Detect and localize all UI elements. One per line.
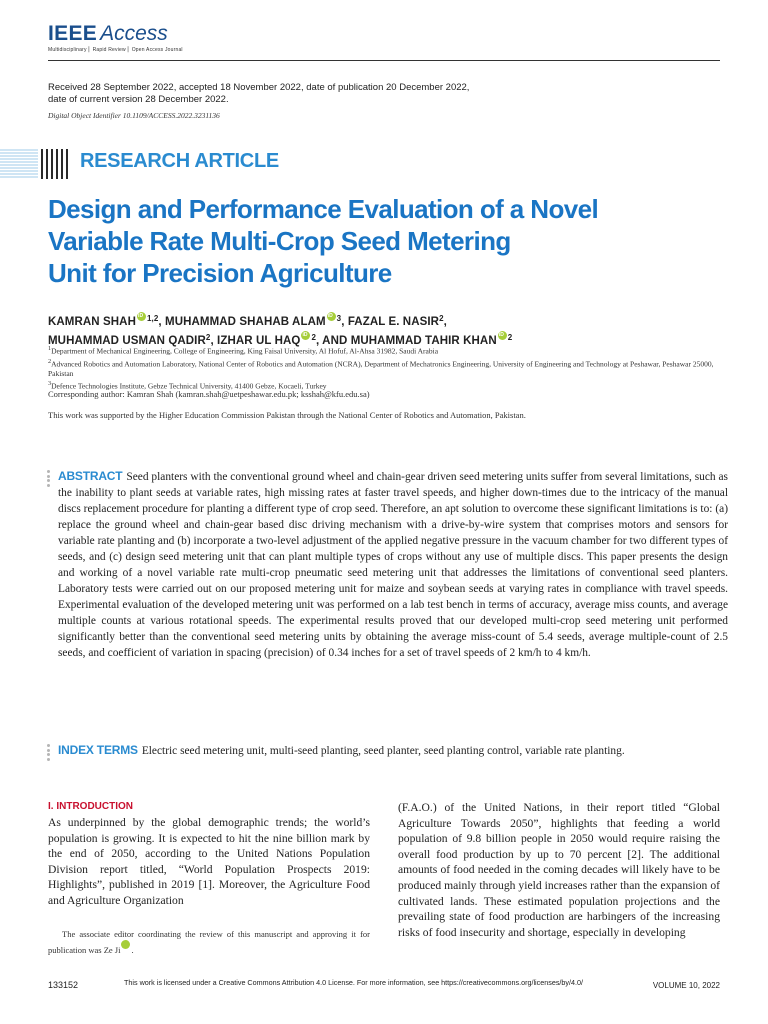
orcid-icon[interactable] <box>121 940 130 949</box>
logo-access: Access <box>100 22 168 45</box>
paper-title <box>48 193 648 289</box>
author-line-1 <box>48 311 708 330</box>
page-number: 133152 <box>48 980 79 990</box>
affiliations <box>48 344 728 391</box>
author-affil-ref: 2 <box>205 333 211 342</box>
index-terms-marker-icon <box>47 744 51 762</box>
body-column-right <box>398 800 720 940</box>
title-line-1: Design and Performance Evaluation of a Novel <box>48 194 599 224</box>
author-name: IZHAR UL HAQ <box>217 335 301 347</box>
orcid-icon[interactable] <box>498 331 507 340</box>
logo-ieee: IEEE <box>48 22 98 45</box>
author-separator: , AND <box>316 335 351 347</box>
affiliation-item: $^3$Defence Technologies Institute, Gebze Technical University, 41400 Gebze, Kocaeli, Turkey <box>48 379 327 391</box>
journal-tagline: Multidisciplinary ⎢ Rapid Review ⎢ Open Access Journal <box>48 47 183 53</box>
author-name: MUHAMMAD TAHIR KHAN <box>350 335 497 347</box>
orcid-icon[interactable] <box>327 312 336 321</box>
page-footer <box>48 978 720 994</box>
author-name: KAMRAN SHAH <box>48 316 136 328</box>
banner-stripes-icon <box>0 147 70 181</box>
body-column-left <box>48 800 370 909</box>
author-name: MUHAMMAD USMAN QADIR <box>48 335 206 347</box>
title-line-2: Variable Rate Multi-Crop Seed Metering <box>48 226 511 256</box>
affiliation-item: $^1$Department of Mechanical Engineering, College of Engineering, King Faisal University, Al Hofuf, Al-Ahsa 31982, Saudi Arabia <box>48 345 439 356</box>
affiliation-item: $^2$Advanced Robotics and Automation Laboratory, National Center of Robotics and Automation (NCRA), Department of Mechatronics Engineering, University of Engineering and Technology at Peshawar, Peshawar 25000, Pakistan <box>48 357 714 378</box>
orcid-icon[interactable] <box>301 331 310 340</box>
author-name: FAZAL E. NASIR <box>347 316 440 328</box>
abstract-marker-icon <box>47 470 51 488</box>
index-terms-text: Electric seed metering unit, multi-seed planting, seed planter, seed planting control, variable rate planting. <box>141 745 625 757</box>
author-affil-ref: 2 <box>439 314 444 323</box>
author-affil-ref: 1,2 <box>147 314 159 323</box>
dates-line-1: Received 28 September 2022, accepted 18 November 2022, date of publication 20 December 2022, <box>48 82 470 93</box>
journal-logo <box>48 22 728 46</box>
article-type-banner <box>0 147 280 181</box>
abstract <box>58 468 728 661</box>
index-terms-label: INDEX TERMS <box>58 743 138 757</box>
author-separator: , <box>443 316 447 328</box>
header-divider <box>48 60 720 61</box>
author-separator: , <box>341 316 348 328</box>
doi: Digital Object Identifier 10.1109/ACCESS.2022.3231136 <box>48 111 220 120</box>
author-affil-ref: 3 <box>336 314 342 323</box>
author-separator: , <box>210 335 218 347</box>
volume-info: VOLUME 10, 2022 <box>652 981 720 990</box>
author-name: MUHAMMAD SHAHAB ALAM <box>165 316 326 328</box>
title-line-3: Unit for Precision Agriculture <box>48 258 392 288</box>
funding-note: This work was supported by the Higher Education Commission Pakistan through the National Center of Robotics and Automation, Pakistan. <box>48 410 526 420</box>
license-notice[interactable]: This work is licensed under a Creative Commons Attribution 4.0 License. For more information, see https://creativecommons.org/licenses/by/4.0/ <box>124 978 584 987</box>
intro-paragraph-right: (F.A.O.) of the United Nations, in their report titled “Global Agriculture Towards 2050”, highlights that feeding a world population of 9.8 billion people in 2050 would require raising the overall food production by up to 70 percent [2]. The additional amounts of food needed in the coming decades will likely have to be produced mainly through yield increases rather than the expansion of cultivated lands. These estimated population projections and the prevailing state of food production are harbingers of the increasing risks of food insecurity and shortage, especially in developing <box>398 801 720 939</box>
intro-paragraph-left: As underpinned by the global demographic trends; the world’s population is growing. It is expected to hit the nine billion mark by the end of 2050, according to the United Nations Population Division report titled, “World Population Prospects 2019: Highlights”, published in 2019 [1]. Moreover, the Agriculture Food and Agriculture Organization <box>48 816 370 907</box>
abstract-text: Seed planters with the conventional ground wheel and chain-gear driven seed metering units suffer from several limitations, such as the inability to plant seeds at variable rates, high missing rates at faster travel speeds, and higher down-times due to the intricacy of the manual discs replacement procedure for planting a different type of crop seed. Therefore, an apt solution to overcome these significant limitations is to: (a) replace the ground wheel and chain-gear based disc driving mechanism with a drive-by-wire system that comprises motors and sensors for variable rate planting and (b) incorporate a two-level adjustment of the applied negative pressure in the vacuum chamber for two different types of seeds, and (c) design seed metering unit that can plant multiple types of crops without any use of multiple discs. This paper presents the design and working of a novel variable rate multi-crop pneumatic seed metering unit that addresses the limitations of conventional seed planters. Laboratory tests were carried out on our proposed metering unit for maize and soybean seeds at varying rates in compliance with travel speeds. Experimental evaluation of the developed metering unit was performed on a lab test bench in terms of accuracy, average miss counts, and average multiple counts at various rotational speeds. The experimental results proved that our developed multi-crop seed metering unit performed significantly better than the conventional seed metering units by obtaining the average miss-count of 5.4 seeds, average multiple-count of 2.5 seeds, and coefficient of variation in spacing (precision) of 0.34 inches for a set of travel speeds of 2 km/h to 4 km/h. <box>58 471 728 659</box>
orcid-icon[interactable] <box>137 312 146 321</box>
dates-line-2: date of current version 28 December 2022. <box>48 94 229 105</box>
author-affil-ref: 2 <box>311 333 316 342</box>
publication-dates <box>48 82 608 106</box>
abstract-label: ABSTRACT <box>58 469 123 483</box>
author-separator: , <box>158 316 166 328</box>
section-heading-introduction: I. INTRODUCTION <box>48 801 133 812</box>
index-terms <box>58 742 728 759</box>
corresponding-author: Corresponding author: Kamran Shah (kamran.shah@uetpeshawar.edu.pk; ksshah@kfu.edu.sa) <box>48 389 370 399</box>
editor-footnote: The associate editor coordinating the review of this manuscript and approving it for publication was Ze JiiD . <box>48 928 370 956</box>
author-affil-ref: 2 <box>507 333 513 342</box>
journal-masthead <box>48 22 728 62</box>
article-type-label: RESEARCH ARTICLE <box>80 150 279 172</box>
